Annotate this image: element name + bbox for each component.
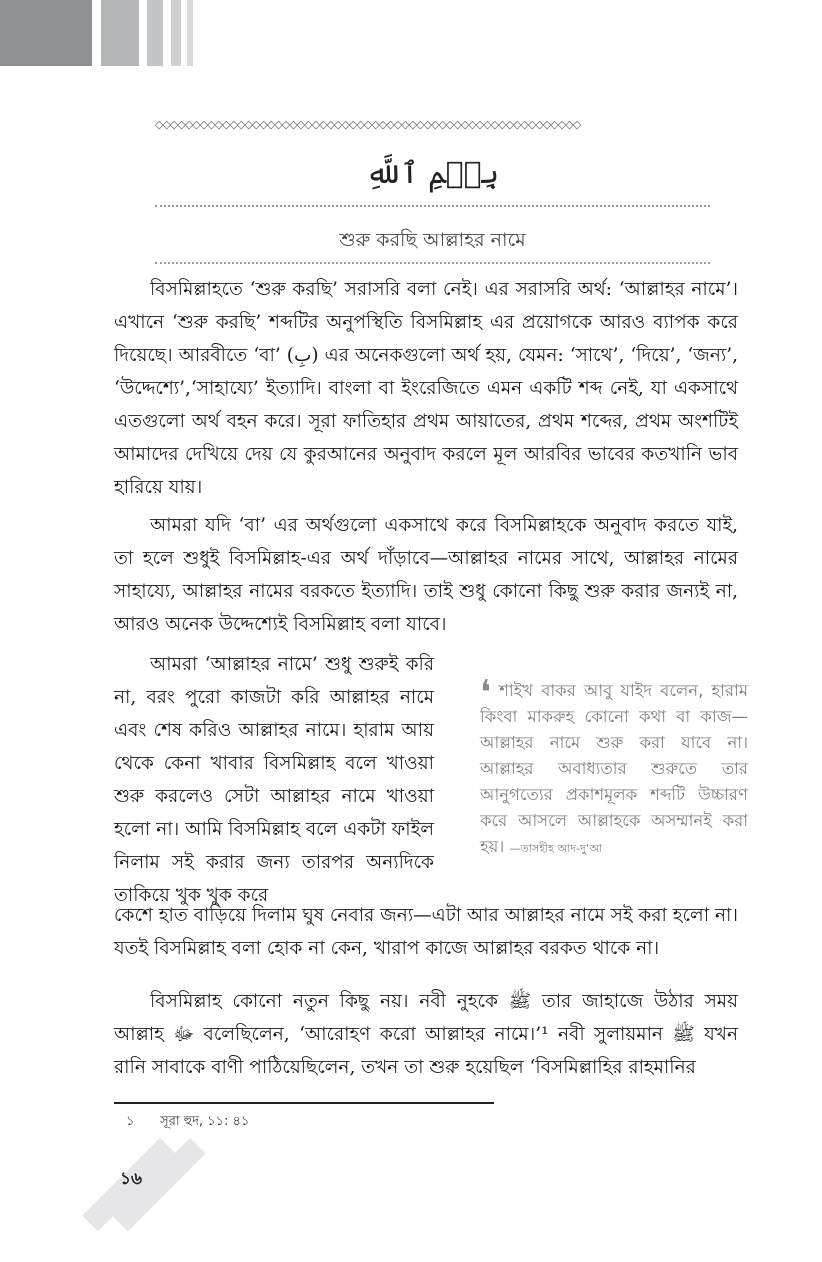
paragraph-1: বিসমিল্লাহতে ‘শুরু করছি’ সরাসরি বলা নেই। এর সরাসরি অর্থ: ‘আল্লাহর নামে’। এখানে ‘শুরু করছি’ শব্দটির অনুপস্থিতি বিসমিল্লাহ এর প্রয়োগকে আরও ব্যাপক করে দিয়েছে। আরবীতে ‘বা’ (بِ) এর অনেকগুলো অর্থ হয়, যেমন: ‘সাথে’, ‘দিয়ে’, ‘জন্য’, ‘উদ্দেশ্যে’,‘সাহায্যে’ ইত্যাদি। বাংলা বা ইংরেজিতে এমন একটি শব্দ নেই, যা একসাথে এতগুলো অর্থ বহন করে। সূরা ফাতিহার প্রথম আয়াতের, প্রথম শব্দের, প্রথম অংশটিই আমাদের দেখিয়ে দেয় যে কুরআনের অনুবাদ করলে মূল আরবির ভাবের কতখানি ভাব হারিয়ে যায়।	[114, 279, 738, 498]
pull-quote-text: শাইখ বাকর আবু যাইদ বলেন, হারাম কিংবা মাকরুহ কোনো কথা বা কাজ—আল্লাহর নামে শুরু করা যাবে না। আল্লাহর অবাধ্যতার শুরুতে তার আনুগত্যের প্রকাশমূলক শব্দটি উচ্চারণ করে আসলে আল্লাহকে অসম্মানই করা হয়।	[480, 681, 748, 856]
page-number: ১৬	[120, 1169, 143, 1189]
dotted-divider	[155, 262, 710, 264]
dotted-divider	[155, 205, 710, 207]
paragraph-3-start: আমরা ‘আল্লাহর নামে’ শুধু শুরুই করি না, বরং পুরো কাজটা করি আল্লাহর নামে এবং শেষ করিও আল্লাহর নামে। হারাম আয় থেকে কেনা খাবার বিসমিল্লাহ বলে খাওয়া শুরু করলেও সেটা আল্লাহর নামে খাওয়া হলো না। আমি বিসমিল্লাহ বলে একটা ফাইল নিলাম সই করার জন্য তারপর অন্যদিকে তাকিয়ে খুক খুক করে	[114, 654, 434, 906]
paragraph-2: আমরা যদি ‘বা’ এর অর্থগুলো একসাথে করে বিসমিল্লাহকে অনুবাদ করতে যাই, তা হলে শুধুই বিসমিল্লাহ-এর অর্থ দাঁড়াবে—আল্লাহর নামের সাথে, আল্লাহর নামের সাহায্যে, আল্লাহর নামের বরকতে ইত্যাদি। তাই শুধু কোনো কিছু শুরু করার জন্যই না, আরও অনেক উদ্দেশ্যেই বিসমিল্লাহ বলা যাবে।	[114, 515, 738, 635]
paragraph-3-end: কেশে হাত বাড়িয়ে দিলাম ঘুষ নেবার জন্য—এটা আর আল্লাহর নামে সই করা হলো না। যতই বিসমিল্লাহ বলা হোক না কেন, খারাপ কাজে আল্লাহর বরকত থাকে না।	[114, 905, 738, 959]
pull-quote-citation: —তাসহীহ আদ-দু‘আ	[509, 842, 603, 855]
decor-bar	[0, 0, 92, 66]
decor-bar	[187, 0, 193, 66]
footnote-number: ১	[126, 1114, 135, 1129]
chapter-subtitle: শুরু করছি আল্লাহর নামে	[339, 229, 526, 251]
paragraph-4: বিসমিল্লাহ কোনো নতুন কিছু নয়। নবী নুহকে ﷺ তার জাহাজে উঠার সময় আল্লাহ ﷻ বলেছিলেন, ‘আরোহণ করো আল্লাহর নামে।’¹ নবী সুলায়মান ﷺ যখন রানি সাবাকে বাণী পাঠিয়েছিলেন, তখন তা শুরু হয়েছিল ‘বিসমিল্লাহির রাহমানির	[114, 991, 739, 1078]
quote-mark-icon: ❛	[480, 673, 491, 713]
pull-quote	[480, 673, 748, 862]
decor-bar	[101, 0, 139, 66]
decor-bar	[171, 0, 181, 66]
decor-bar	[147, 0, 163, 66]
footnote-rule	[114, 1102, 494, 1104]
footnote-text: সূরা হুদ, ১১: ৪১	[160, 1114, 250, 1129]
page-number-decoration	[80, 1140, 220, 1230]
chapter-title-arabic: بِسۡمِ ٱللَّهِ	[365, 156, 500, 191]
ornament-diamond-row: ◇◇◇◇◇◇◇◇◇◇◇◇◇◇◇◇◇◇◇◇◇◇◇◇◇◇◇◇◇◇◇◇◇◇◇◇◇◇◇◇◇◇◇◇◇◇◇◇◇◇◇◇◇◇◇◇◇	[155, 118, 581, 131]
footnote	[126, 1112, 249, 1133]
